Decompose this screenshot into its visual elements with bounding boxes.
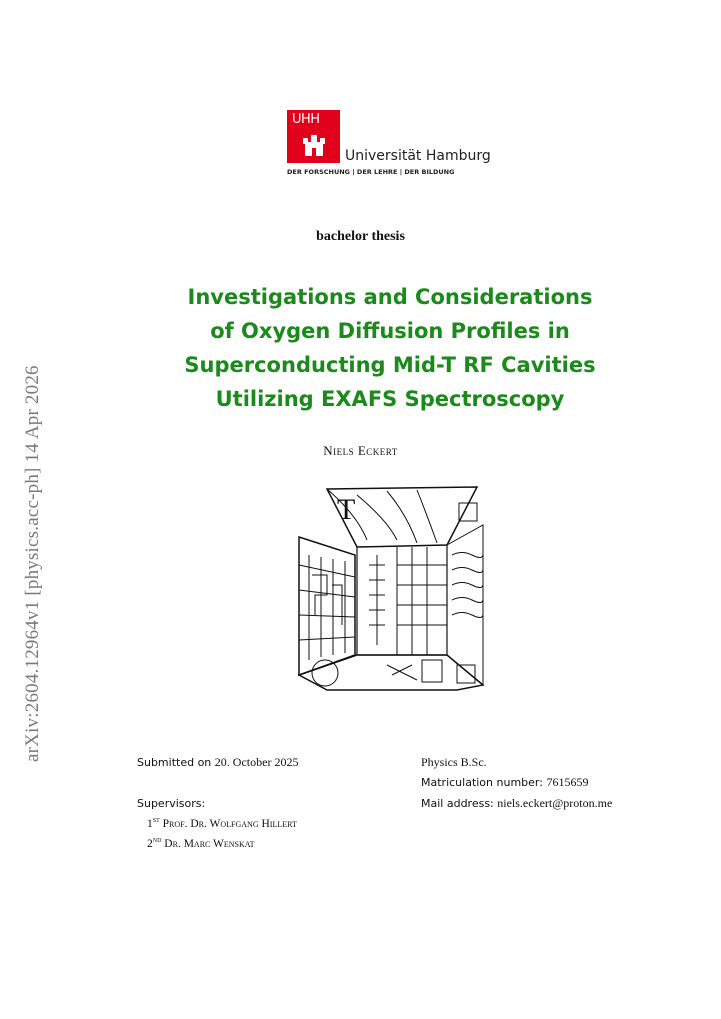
matriculation-label: Matriculation number: [421,776,543,789]
author-name: Niels Eckert [323,443,398,458]
degree: Physics B.Sc. [421,755,487,769]
matriculation-row [421,772,612,793]
submission-info [137,752,298,773]
document-type: bachelor thesis [316,229,405,244]
castle-icon [303,132,325,156]
supervisors-label: Supervisors: [137,797,206,810]
cover-illustration [297,485,485,692]
title-line: Utilizing EXAFS Spectroscopy [215,387,565,411]
supervisor-second: 2nd Dr. Marc Wenskat [147,834,255,850]
submission-label: Submitted on [137,756,212,769]
title-line: of Oxygen Diffusion Profiles in [210,319,570,343]
title-line: Investigations and Considerations [187,285,593,309]
title-line: Superconducting Mid-T RF Cavities [184,353,596,377]
supervisor-first: 1st Prof. Dr. Wolfgang Hillert [147,815,297,830]
university-name: Universität Hamburg [345,148,491,164]
student-info [421,752,612,814]
submission-date: 20. October 2025 [214,755,299,769]
illustration-letter: T [337,493,356,526]
mail-row [421,793,612,814]
matriculation-number: 7615659 [546,775,589,789]
arxiv-identifier: arXiv:2604.12964v1 [physics.acc-ph] 14 Apr 2026 [22,365,43,762]
uhh-logo-mark: UHH [287,110,340,163]
university-tagline: DER FORSCHUNG | DER LEHRE | DER BILDUNG [287,168,455,176]
mail-address: niels.eckert@proton.me [497,796,613,810]
university-logo [287,110,517,180]
mail-label: Mail address: [421,797,494,810]
supervisors-block [137,796,297,852]
thesis-title [160,280,620,416]
